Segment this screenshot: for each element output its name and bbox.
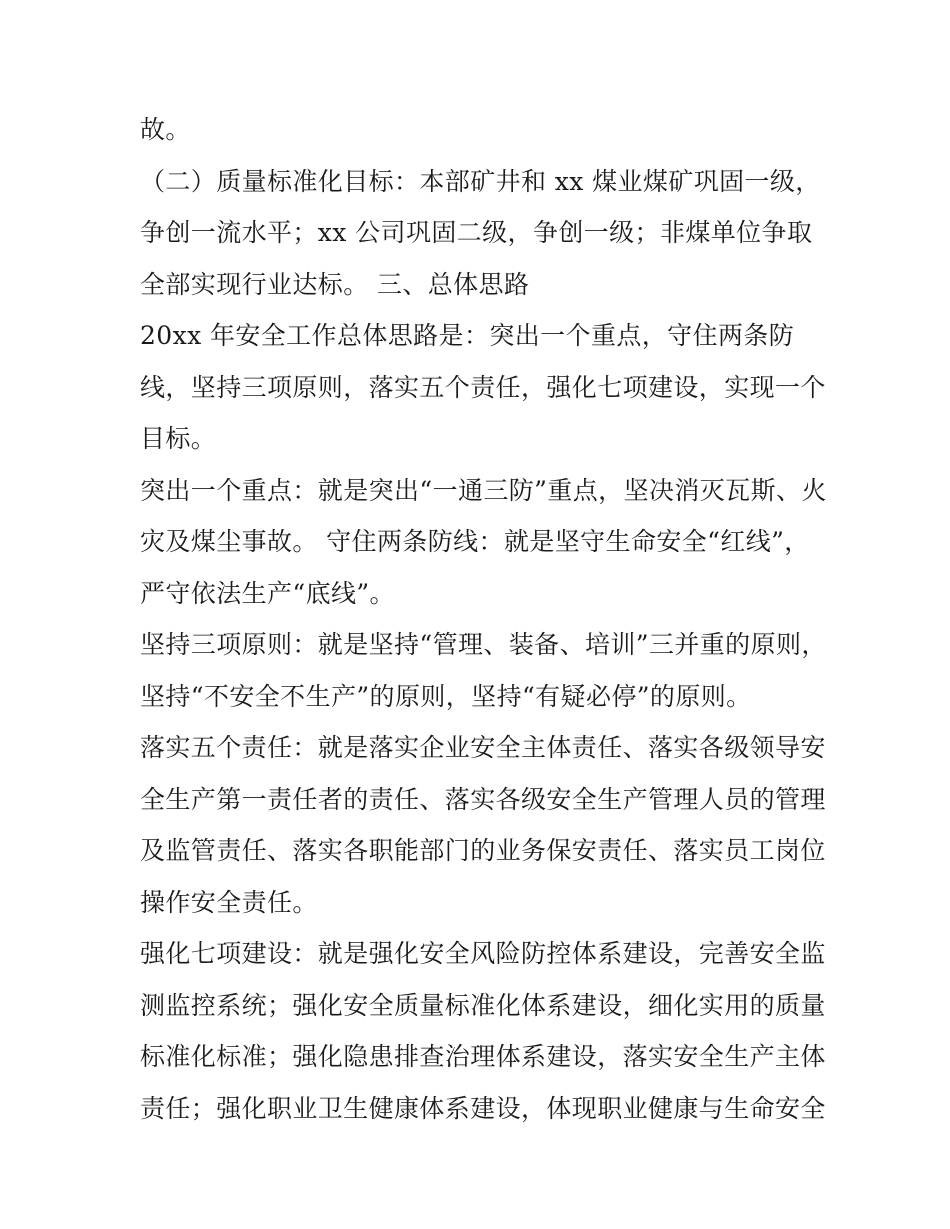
text-line: 全生产第一责任者的责任、落实各级安全生产管理人员的管理 xyxy=(140,784,826,814)
text-line: 灾及煤尘事故。 守住两条防线：就是坚守生命安全“红线”， xyxy=(140,527,810,556)
text-line: 故。 xyxy=(140,115,191,144)
text-line: 坚持三项原则：就是坚持“管理、装备、培训”三并重的原则， xyxy=(140,630,827,659)
text-line: 操作安全责任。 xyxy=(140,887,318,917)
document-body xyxy=(140,104,827,1134)
text-line: 责任；强化职业卫生健康体系建设，体现职业健康与生命安全 xyxy=(140,1093,826,1123)
text-line: 严守依法生产“底线”。 xyxy=(140,578,395,608)
text-line: 争创一流水平；xx 公司巩固二级，争创一级；非煤单位争取 xyxy=(140,218,813,247)
text-line: 线，坚持三项原则，落实五个责任，强化七项建设，实现一个 xyxy=(140,372,826,402)
text-line: 落实五个责任：就是落实企业安全主体责任、落实各级领导安 xyxy=(140,733,826,762)
text-line: 及监管责任、落实各职能部门的业务保安责任、落实员工岗位 xyxy=(140,836,826,865)
text-line: 全部实现行业达标。 三、总体思路 xyxy=(140,269,530,299)
text-line: 20xx 年安全工作总体思路是：突出一个重点，守住两条防 xyxy=(140,321,795,350)
text-line: 标准化标准；强化隐患排查治理体系建设，落实安全生产主体 xyxy=(140,1042,826,1071)
text-line: 测监控系统；强化安全质量标准化体系建设，细化实用的质量 xyxy=(140,990,826,1020)
text-line: （二）质量标准化目标：本部矿井和 xx 煤业煤矿巩固一级， xyxy=(140,166,821,196)
text-line: 坚持“不安全不生产”的原则，坚持“有疑必停”的原则。 xyxy=(140,681,752,711)
text-line: 突出一个重点：就是突出“一通三防”重点，坚决消灭瓦斯、火 xyxy=(140,475,827,505)
text-line: 强化七项建设：就是强化安全风险防控体系建设，完善安全监 xyxy=(140,939,826,968)
text-line: 目标。 xyxy=(140,424,217,453)
